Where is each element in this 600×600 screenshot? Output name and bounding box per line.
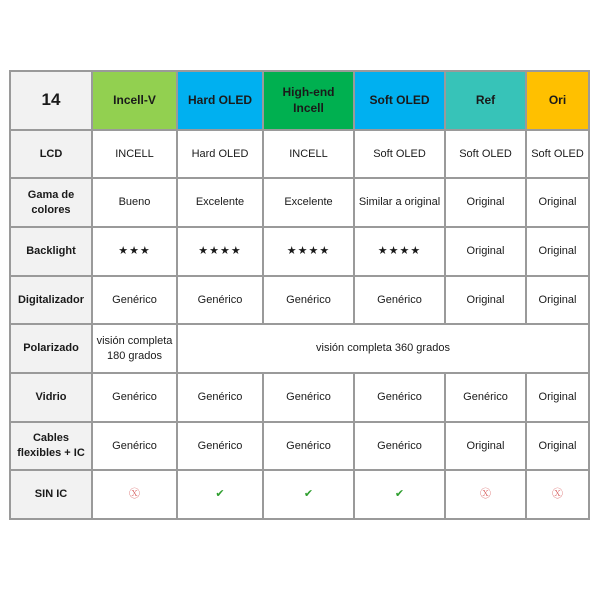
cross-icon: Ⓧ: [446, 471, 525, 518]
table-cell: Genérico: [178, 423, 262, 470]
table-cell: Original: [446, 277, 525, 324]
table-cell: Excelente: [178, 179, 262, 226]
table-cell: Excelente: [264, 179, 353, 226]
table-cell: Original: [446, 228, 525, 275]
column-header-incell-v: Incell-V: [93, 72, 176, 129]
table-row-polarizado: [11, 325, 588, 372]
column-header-hard-oled: Hard OLED: [178, 72, 262, 129]
cross-icon: Ⓧ: [527, 471, 588, 518]
header-row: [11, 72, 588, 129]
table-cell: Genérico: [178, 374, 262, 421]
table-row-lcd: [11, 131, 588, 178]
table-cell: Genérico: [355, 423, 444, 470]
row-header-backlight: Backlight: [11, 228, 91, 275]
cross-icon: Ⓧ: [93, 471, 176, 518]
table-row-backlight: [11, 228, 588, 275]
table-row-cables-flexibles: [11, 423, 588, 470]
check-icon: ✔: [264, 471, 353, 518]
table-cell: Genérico: [264, 374, 353, 421]
star-rating: ★★★: [93, 228, 176, 275]
table-row-gama-de-colores: [11, 179, 588, 226]
merged-cell: visión completa 360 grados: [178, 325, 588, 372]
table-cell: Original: [527, 374, 588, 421]
table-cell: Genérico: [93, 374, 176, 421]
row-header-polarizado: Polarizado: [11, 325, 91, 372]
table-cell: Genérico: [446, 374, 525, 421]
column-header-soft-oled: Soft OLED: [355, 72, 444, 129]
check-icon: ✔: [355, 471, 444, 518]
row-header-digitalizador: Digitalizador: [11, 277, 91, 324]
column-header-high-end-incell: High-end Incell: [264, 72, 353, 129]
table-cell: Original: [446, 179, 525, 226]
table-row-sin-ic: [11, 471, 588, 518]
comparison-table: [9, 70, 590, 520]
row-header-vidrio: Vidrio: [11, 374, 91, 421]
table-cell: Soft OLED: [446, 131, 525, 178]
table-cell: Similar a original: [355, 179, 444, 226]
table-cell: Original: [527, 423, 588, 470]
table-row-digitalizador: [11, 277, 588, 324]
table-cell: INCELL: [264, 131, 353, 178]
table-cell: INCELL: [93, 131, 176, 178]
table-cell: Original: [527, 228, 588, 275]
table-cell: Genérico: [178, 277, 262, 324]
table-cell: Bueno: [93, 179, 176, 226]
star-rating: ★★★★: [355, 228, 444, 275]
table-cell: Original: [527, 277, 588, 324]
table-cell: Genérico: [264, 277, 353, 324]
table-cell: Genérico: [355, 277, 444, 324]
star-rating: ★★★★: [178, 228, 262, 275]
table-cell: Genérico: [264, 423, 353, 470]
row-header-lcd: LCD: [11, 131, 91, 178]
table-row-vidrio: [11, 374, 588, 421]
table-cell: Original: [446, 423, 525, 470]
model-number: 14: [11, 72, 91, 129]
table-cell: Genérico: [355, 374, 444, 421]
table-cell: Original: [527, 179, 588, 226]
star-rating: ★★★★: [264, 228, 353, 275]
row-header-cables-flexibles: Cables flexibles + IC: [11, 423, 91, 470]
table-cell: Genérico: [93, 423, 176, 470]
table-cell: Soft OLED: [355, 131, 444, 178]
row-header-sin-ic: SIN IC: [11, 471, 91, 518]
column-header-ori: Ori: [527, 72, 588, 129]
table-cell: Genérico: [93, 277, 176, 324]
column-header-ref: Ref: [446, 72, 525, 129]
check-icon: ✔: [178, 471, 262, 518]
table-cell: Soft OLED: [527, 131, 588, 178]
row-header-gama-de-colores: Gama de colores: [11, 179, 91, 226]
table-cell: Hard OLED: [178, 131, 262, 178]
table-cell: visión completa 180 grados: [93, 325, 176, 372]
